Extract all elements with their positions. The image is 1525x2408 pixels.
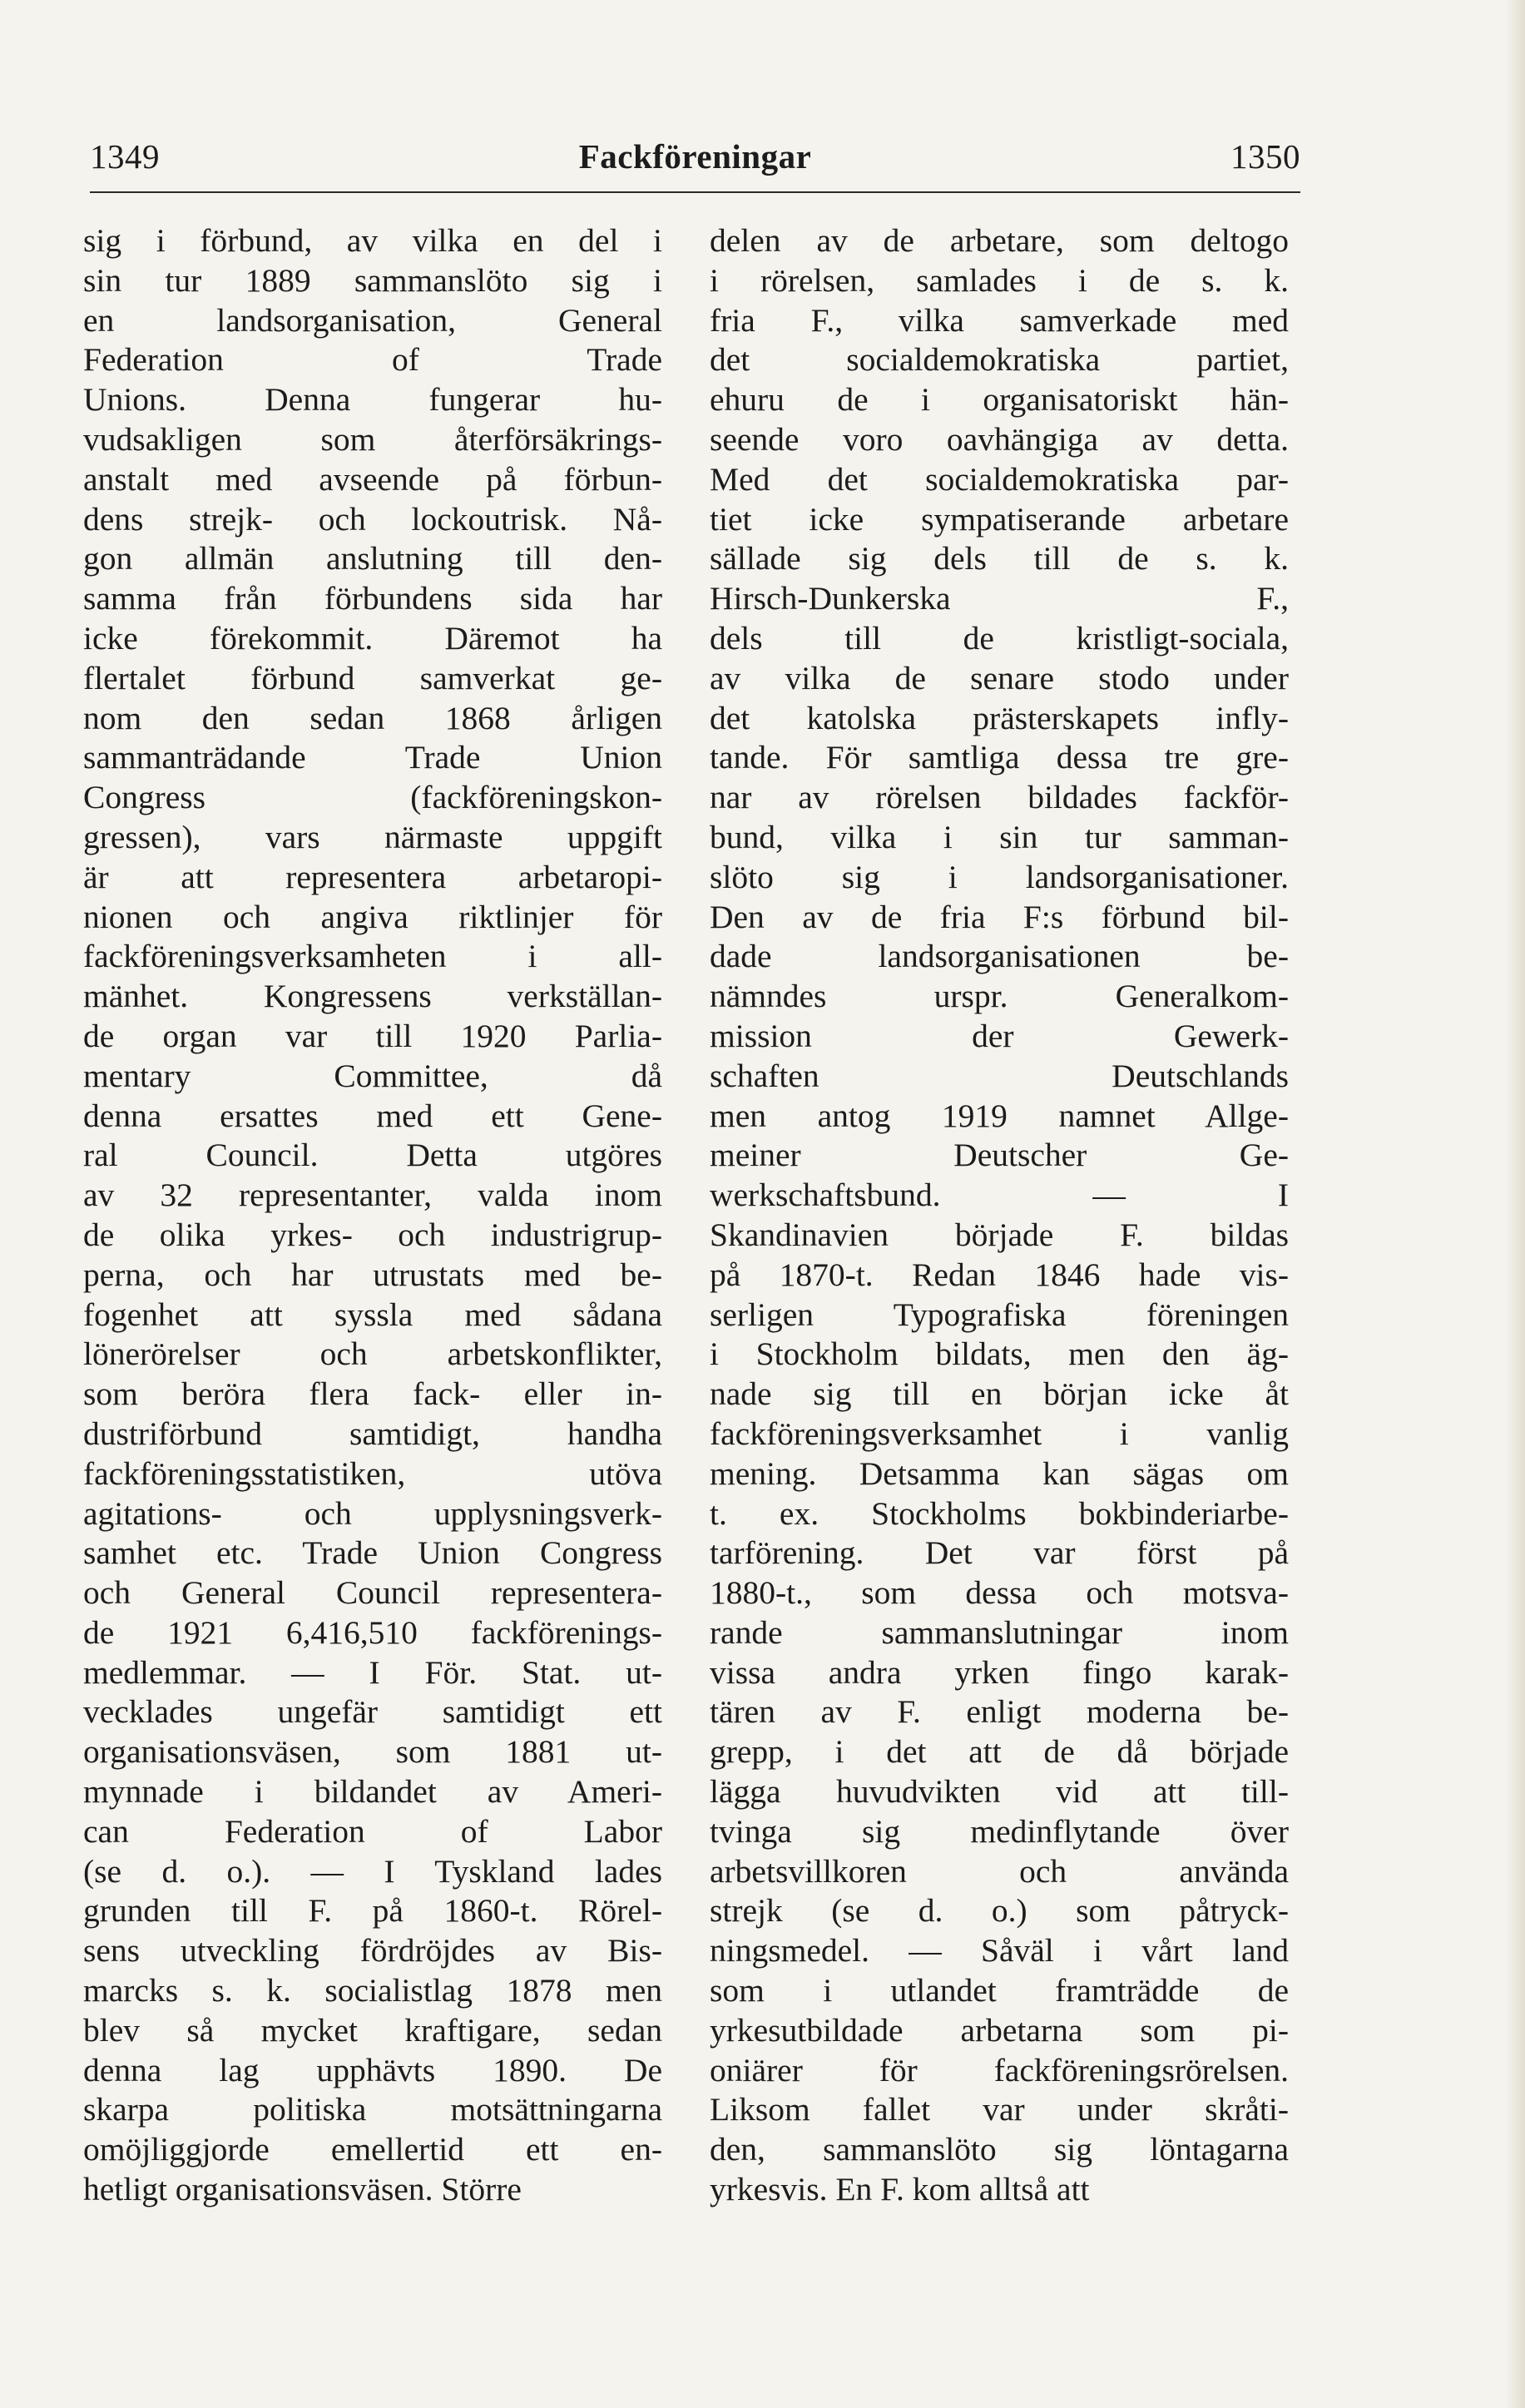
text-line: ningsmedel. — Såväl i vårt land: [710, 1932, 1289, 1970]
text-line: fackföreningsverksamhet i vanlig: [710, 1415, 1289, 1452]
text-line: seende voro oavhängiga av detta.: [710, 420, 1289, 458]
text-line: och General Council representera-: [83, 1574, 662, 1612]
text-line: vecklades ungefär samtidigt ett: [83, 1693, 662, 1731]
text-line: werkschaftsbund. — I: [710, 1177, 1289, 1214]
text-line: av vilka de senare stodo under: [710, 659, 1289, 696]
text-line: nionen och angiva riktlinjer för: [83, 898, 662, 935]
text-line: ral Council. Detta utgöres: [83, 1137, 662, 1174]
text-line: mening. Detsamma kan sägas om: [710, 1454, 1289, 1492]
left-column: [83, 221, 662, 2210]
text-line: fogenhet att syssla med sådana: [83, 1296, 662, 1333]
text-line: flertalet förbund samverkat ge-: [83, 659, 662, 696]
text-line: denna ersattes med ett Gene-: [83, 1097, 662, 1134]
text-line: vissa andra yrken fingo karak-: [710, 1653, 1289, 1691]
text-line: Med det socialdemokratiska par-: [710, 460, 1289, 498]
text-line: Unions. Denna fungerar hu-: [83, 381, 662, 419]
text-line: mänhet. Kongressens verkställan-: [83, 978, 662, 1015]
page-edge-shadow: [1505, 0, 1525, 2408]
text-line: sens utveckling fördröjdes av Bis-: [83, 1932, 662, 1970]
text-line: tande. För samtliga dessa tre gre-: [710, 739, 1289, 776]
text-line: oniärer för fackföreningsrörelsen.: [710, 2051, 1289, 2088]
text-line: medlemmar. — I För. Stat. ut-: [83, 1653, 662, 1691]
text-line: mynnade i bildandet av Ameri-: [83, 1773, 662, 1811]
text-line: yrkesutbildade arbetarna som pi-: [710, 2011, 1289, 2049]
text-line: Hirsch-Dunkerska F.,: [710, 580, 1289, 617]
text-line: skarpa politiska motsättningarna: [83, 2091, 662, 2128]
text-line: som beröra flera fack- eller in-: [83, 1375, 662, 1413]
text-line: agitations- och upplysningsverk-: [83, 1494, 662, 1532]
text-line: Liksom fallet var under skråti-: [710, 2091, 1289, 2128]
text-line: icke förekommit. Däremot ha: [83, 619, 662, 657]
text-line: strejk (se d. o.) som påtryck-: [710, 1892, 1289, 1930]
text-line: bund, vilka i sin tur samman-: [710, 818, 1289, 855]
text-line: sammanträdande Trade Union: [83, 739, 662, 776]
text-line: hetligt organisationsväsen. Större: [83, 2171, 522, 2208]
text-line: dade landsorganisationen be-: [710, 938, 1289, 975]
text-line: sin tur 1889 sammanslöto sig i: [83, 261, 662, 299]
text-line: arbetsvillkoren och använda: [710, 1852, 1289, 1890]
text-line: meiner Deutscher Ge-: [710, 1137, 1289, 1174]
text-line: tiet icke sympatiserande arbetare: [710, 500, 1289, 538]
text-line: fackföreningsstatistiken, utöva: [83, 1454, 662, 1492]
text-line: tarförening. Det var först på: [710, 1534, 1289, 1572]
text-line: omöjliggjorde emellertid ett en-: [83, 2131, 662, 2168]
text-line: dustriförbund samtidigt, handha: [83, 1415, 662, 1452]
text-line: tvinga sig medinflytande över: [710, 1812, 1289, 1850]
text-line: de olika yrkes- och industrigrup-: [83, 1216, 662, 1253]
text-line: Congress (fackföreningskon-: [83, 779, 662, 816]
text-line: lägga huvudvikten vid att till-: [710, 1773, 1289, 1811]
text-line: nade sig till en början icke åt: [710, 1375, 1289, 1413]
text-line: rande sammanslutningar inom: [710, 1613, 1289, 1651]
text-line: av 32 representanter, valda inom: [83, 1177, 662, 1214]
page-number-left: 1349: [90, 137, 160, 176]
text-line: dens strejk- och lockoutrisk. Nå-: [83, 500, 662, 538]
text-line: i rörelsen, samlades i de s. k.: [710, 261, 1289, 299]
text-line: perna, och har utrustats med be-: [83, 1256, 662, 1293]
text-line: de organ var till 1920 Parlia-: [83, 1017, 662, 1054]
text-line: men antog 1919 namnet Allge-: [710, 1097, 1289, 1134]
text-line: yrkesvis. En F. kom alltså att: [710, 2171, 1090, 2208]
text-line: t. ex. Stockholms bokbinderiarbe-: [710, 1494, 1289, 1532]
text-line: det socialdemokratiska partiet,: [710, 341, 1289, 379]
text-line: gressen), vars närmaste uppgift: [83, 818, 662, 855]
text-line: samma från förbundens sida har: [83, 580, 662, 617]
text-line: Den av de fria F:s förbund bil-: [710, 898, 1289, 935]
text-line: sällade sig dels till de s. k.: [710, 540, 1289, 577]
text-line: fackföreningsverksamheten i all-: [83, 938, 662, 975]
text-line: Federation of Trade: [83, 341, 662, 379]
text-line: på 1870-t. Redan 1846 hade vis-: [710, 1256, 1289, 1293]
text-line: can Federation of Labor: [83, 1812, 662, 1850]
text-line: lönerörelser och arbetskonflikter,: [83, 1335, 662, 1373]
text-line: Skandinavien började F. bildas: [710, 1216, 1289, 1253]
text-line: vudsakligen som återförsäkrings-: [83, 420, 662, 458]
text-line: dels till de kristligt-sociala,: [710, 619, 1289, 657]
text-line: serligen Typografiska föreningen: [710, 1296, 1289, 1333]
page-number-right: 1350: [1230, 137, 1300, 176]
text-line: denna lag upphävts 1890. De: [83, 2051, 662, 2088]
text-line: schaften Deutschlands: [710, 1057, 1289, 1094]
text-line: (se d. o.). — I Tyskland lades: [83, 1852, 662, 1890]
right-column: [710, 221, 1289, 2210]
text-line: nar av rörelsen bildades fackför-: [710, 779, 1289, 816]
text-line: grunden till F. på 1860-t. Rörel-: [83, 1892, 662, 1930]
text-line: det katolska prästerskapets infly-: [710, 699, 1289, 736]
text-line: mentary Committee, då: [83, 1057, 662, 1094]
text-line: som i utlandet framträdde de: [710, 1972, 1289, 2009]
text-line: fria F., vilka samverkade med: [710, 301, 1289, 339]
text-line: blev så mycket kraftigare, sedan: [83, 2011, 662, 2049]
text-line: 1880-t., som dessa och motsva-: [710, 1574, 1289, 1612]
text-line: de 1921 6,416,510 fackförenings-: [83, 1613, 662, 1651]
text-line: gon allmän anslutning till den-: [83, 540, 662, 577]
text-line: delen av de arbetare, som deltogo: [710, 222, 1289, 259]
text-line: nämndes urspr. Generalkom-: [710, 978, 1289, 1015]
running-title: Fackföreningar: [578, 137, 812, 176]
text-line: samhet etc. Trade Union Congress: [83, 1534, 662, 1572]
text-line: mission der Gewerk-: [710, 1017, 1289, 1054]
text-line: sig i förbund, av vilka en del i: [83, 222, 662, 259]
text-line: en landsorganisation, General: [83, 301, 662, 339]
text-line: organisationsväsen, som 1881 ut-: [83, 1733, 662, 1771]
text-line: anstalt med avseende på förbun-: [83, 460, 662, 498]
text-line: ehuru de i organisatoriskt hän-: [710, 381, 1289, 419]
header-rule: [90, 191, 1300, 193]
text-line: i Stockholm bildats, men den äg-: [710, 1335, 1289, 1373]
text-line: marcks s. k. socialistlag 1878 men: [83, 1972, 662, 2009]
text-line: tären av F. enligt moderna be-: [710, 1693, 1289, 1731]
text-line: grepp, i det att de då började: [710, 1733, 1289, 1771]
text-line: den, sammanslöto sig löntagarna: [710, 2131, 1289, 2168]
page-header: [90, 131, 1300, 181]
text-line: är att representera arbetaropi-: [83, 858, 662, 895]
text-line: nom den sedan 1868 årligen: [83, 699, 662, 736]
text-line: slöto sig i landsorganisationer.: [710, 858, 1289, 895]
